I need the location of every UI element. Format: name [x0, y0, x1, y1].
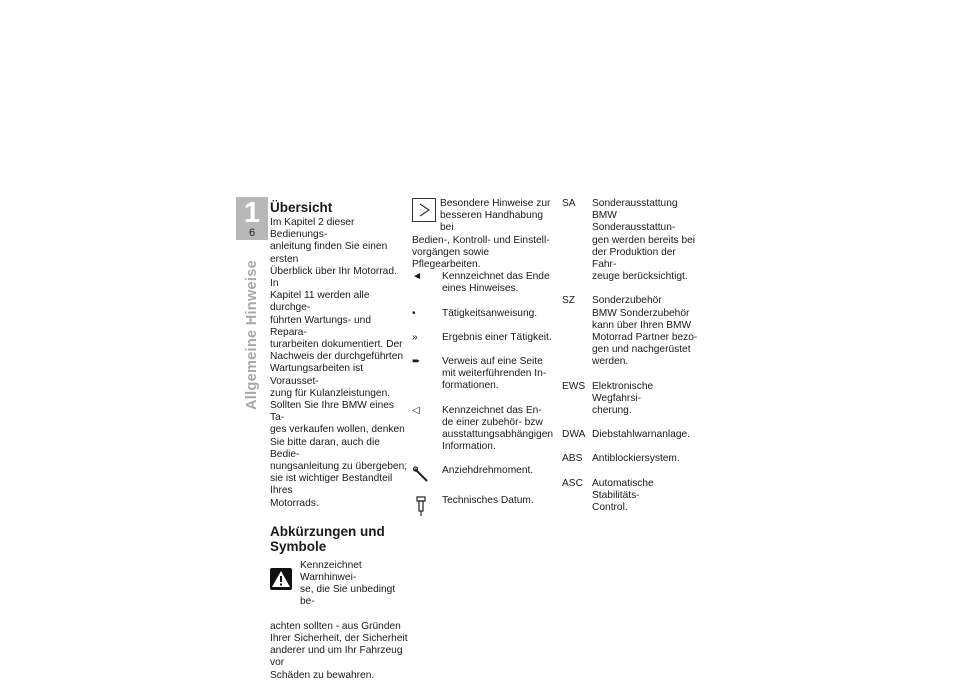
abbreviation-desc: Sonderausstattung BMW Sonderausstattun- gen werden bereits bei der Produktion der Fahr- zeuge berücksichtigt. [592, 198, 696, 283]
symbol-item-reference [412, 356, 552, 393]
abbreviation-row [562, 478, 702, 515]
abbreviation-row [562, 381, 702, 418]
abbreviation-row [562, 198, 702, 283]
special-note [412, 198, 552, 271]
abbreviation-row [562, 453, 702, 465]
accessory-end-icon: ◁ [412, 404, 420, 416]
torque-wrench-icon [412, 465, 432, 489]
overview-paragraph: Im Kapitel 2 dieser Bedienungs- anleitung finden Sie einen ersten Überblick über Ihr Motorrad. In Kapitel 11 werden alle durchge- führten Wartungs- und Repara- turarbeiten dokumentiert. Der Nachweis der durchgeführten Wartungsarbeiten ist Vorausset- zung für Kulanzleistungen. Sollten Sie Ihre BMW eines Ta- ges verkaufen wollen, denken Sie bitte daran, auch die Bedie- nungsanleitung zu übergeben; sie ist wichtiger Bestandteil Ihres Motorrads. [270, 217, 408, 509]
symbol-item-technical-data [412, 495, 552, 521]
note-play-icon [412, 198, 436, 222]
column-abbreviations [562, 198, 702, 526]
symbol-item-text: Kennzeichnet das En- de einer zubehör- bzw ausstattungsabhängigen Information. [442, 404, 554, 453]
abbreviation-desc: Automatische Stabilitäts- Control. [592, 477, 654, 514]
column-overview [270, 200, 408, 682]
abbreviation-row [562, 429, 702, 441]
abbreviation-row [562, 295, 702, 368]
symbol-item-text: Kennzeichnet das Ende eines Hinweises. [442, 271, 550, 295]
symbol-item-text: Verweis auf eine Seite mit weiterführenden In- formationen. [442, 356, 547, 392]
abbreviation-code: SZ [562, 295, 576, 307]
warning-text-full: achten sollten - aus Gründen Ihrer Sicherheit, der Sicherheit anderer und um Ihr Fahrzeug vor Schäden zu bewahren. [270, 620, 408, 681]
abbreviation-desc: Sonderzubehör BMW Sonderzubehör kann über Ihren BMW Motorrad Partner bezo- gen und nachgerüstet werden. [592, 295, 698, 368]
column-symbols [412, 198, 552, 521]
abbreviation-desc: Elektronische Wegfahrsi- cherung. [592, 380, 654, 417]
heading-abbreviations: Abkürzungen und Symbole [270, 523, 385, 554]
bullet-icon: • [412, 307, 416, 319]
symbol-item-end [412, 271, 552, 295]
symbol-item-text: Tätigkeitsanweisung. [442, 307, 538, 319]
note-text-right: Besondere Hinweise zur besseren Handhabung bei [440, 198, 551, 234]
abbreviation-code: SA [562, 198, 576, 209]
page-number: 6 [248, 227, 256, 239]
symbol-item-text: Technisches Datum. [442, 495, 534, 507]
abbreviation-desc: Diebstahlwarnanlage. [592, 429, 690, 441]
page-reference-icon: ➨ [412, 356, 421, 368]
abbreviation-code: EWS [562, 380, 586, 392]
abbreviation-desc: Antiblockiersystem. [592, 453, 680, 465]
warning-icon [270, 568, 292, 590]
symbol-item-result [412, 332, 552, 344]
abbreviation-code: ABS [562, 453, 583, 465]
symbol-item-torque [412, 465, 552, 491]
symbol-item-accessory-end [412, 405, 552, 454]
chapter-side-title [230, 260, 274, 410]
symbol-item-text: Ergebnis einer Tätigkeit. [442, 331, 552, 343]
symbol-item-action [412, 308, 552, 320]
heading-overview: Übersicht [270, 200, 333, 215]
symbol-item-text: Anziehdrehmoment. [442, 465, 534, 477]
chapter-marker [236, 197, 268, 240]
technical-data-icon [412, 495, 432, 521]
warning-note [270, 560, 408, 682]
abbreviation-code: ASC [562, 477, 583, 489]
abbreviation-code: DWA [562, 429, 586, 441]
chapter-number: 1 [243, 197, 261, 229]
chapter-title: Allgemeine Hinweise [244, 260, 260, 410]
note-text-full: Bedien-, Kontroll- und Einstell- vorgängen sowie Pflegearbeiten. [412, 234, 550, 271]
end-marker-icon: ◄ [412, 271, 423, 283]
warning-text-right: Kennzeichnet Warnhinwei- se, die Sie unbedingt be- [300, 559, 396, 608]
result-icon: » [412, 331, 418, 343]
